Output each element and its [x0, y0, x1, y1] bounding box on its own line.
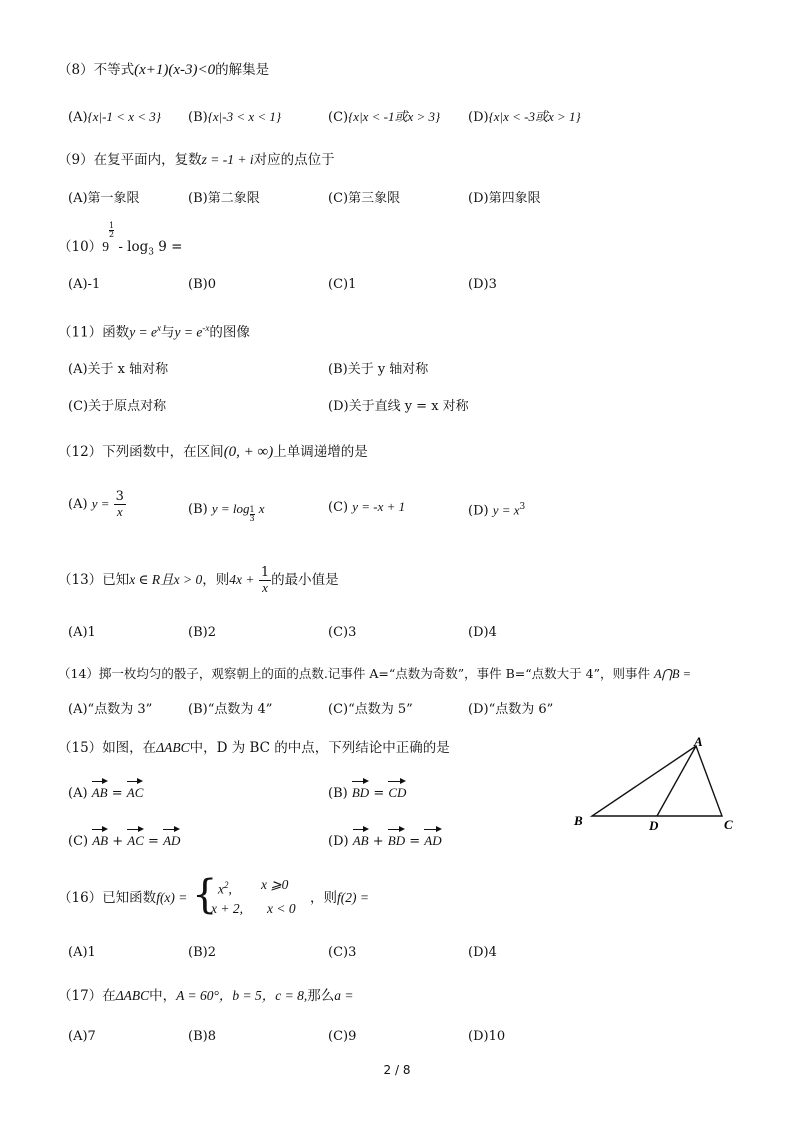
q9-option-a[interactable]: (A)第一象限	[68, 191, 140, 206]
fraction: $\frac{3}{x}$	[115, 489, 124, 519]
log-base-fraction: $\frac{1}{3}$	[249, 505, 255, 523]
q12-option-c[interactable]: (C) y = -x + 1	[328, 499, 406, 515]
q13-option-b[interactable]: (B)2	[188, 625, 216, 640]
label-a: A	[694, 734, 703, 749]
q17-option-b[interactable]: (B)8	[188, 1029, 216, 1044]
q13-option-a[interactable]: (A)1	[68, 625, 96, 640]
q9-option-d[interactable]: (D)第四象限	[468, 191, 541, 206]
question-15-stem: （15）如图，在ΔABC中，D 为 BC 的中点，下列结论中正确的是	[58, 740, 450, 756]
q12-option-a[interactable]: (A) y = $\frac{3}{x}$	[68, 489, 124, 519]
q17-option-a[interactable]: (A)7	[68, 1029, 96, 1044]
q16-option-a[interactable]: (A)1	[68, 945, 96, 960]
q15-option-c[interactable]: (C) AB + AC = AD	[68, 833, 181, 849]
label-c: C	[724, 817, 733, 832]
q14-option-b[interactable]: (B)“点数为 4”	[188, 702, 273, 717]
q10-option-a[interactable]: (A)-1	[68, 277, 101, 292]
question-11-stem: （11）函数$y = e^x$与$y = e^{-x}$的图像	[58, 323, 250, 341]
q11-option-d[interactable]: (D)关于直线 y = x 对称	[328, 399, 469, 414]
fraction: $\frac{1}{x}$	[260, 565, 270, 595]
q11-option-a[interactable]: (A)关于 x 轴对称	[68, 362, 169, 377]
q13-option-c[interactable]: (C)3	[328, 625, 357, 640]
q10-option-b[interactable]: (B)0	[188, 277, 216, 292]
question-10-stem: （10）9 $\frac{1}{2}$ - $\log_3 9$ =	[58, 221, 183, 258]
q14-option-d[interactable]: (D)“点数为 6”	[468, 702, 554, 717]
triangle-abc	[592, 746, 722, 816]
stem-text: 不等式	[93, 62, 135, 78]
brace: {	[192, 872, 218, 918]
q17-option-d[interactable]: (D)10	[468, 1029, 506, 1044]
stem-tail: 的解集是	[215, 62, 270, 78]
page-number: 2 / 8	[383, 1063, 411, 1077]
q9-option-b[interactable]: (B)第二象限	[188, 191, 260, 206]
q14-option-c[interactable]: (C)“点数为 5”	[328, 702, 413, 717]
question-12-stem: （12）下列函数中，在区间(0, + ∞)上单调递增的是	[58, 444, 368, 460]
q14-option-a[interactable]: (A)“点数为 3”	[68, 702, 153, 717]
stem-expr: (x+1)(x-3)<0	[134, 62, 216, 78]
q8-option-a[interactable]: (A){x|-1 < x < 3}	[68, 109, 161, 125]
q16-option-d[interactable]: (D)4	[468, 945, 497, 960]
label-d: D	[649, 818, 659, 833]
exponent-fraction: $\frac{1}{2}$	[108, 221, 115, 239]
question-8-stem	[58, 61, 269, 79]
q15-option-a[interactable]: (A) AB = AC	[68, 785, 144, 801]
question-17-stem: （17）在ΔABC中，A = 60°，b = 5，c = 8,那么a =	[58, 988, 354, 1004]
q16-option-c[interactable]: (C)3	[328, 945, 357, 960]
q9-option-c[interactable]: (C)第三象限	[328, 191, 401, 206]
question-13-stem: （13）已知x ∈ R且x > 0，则4x + $\frac{1}{x}$ 的最小值是	[58, 565, 339, 595]
q11-option-b[interactable]: (B)关于 y 轴对称	[328, 362, 429, 377]
q12-option-d[interactable]: (D) $y = x^3$	[468, 502, 526, 519]
q10-option-d[interactable]: (D)3	[468, 277, 497, 292]
q8-option-d[interactable]: (D){x|x < -3或x > 1}	[468, 109, 581, 125]
q15-option-b[interactable]: (B) BD = CD	[328, 785, 407, 801]
q13-option-d[interactable]: (D)4	[468, 625, 497, 640]
q11-option-c[interactable]: (C)关于原点对称	[68, 399, 167, 414]
q8-option-c[interactable]: (C){x|x < -1或x > 3}	[328, 109, 441, 125]
triangle-figure	[566, 732, 746, 836]
q10-option-c[interactable]: (C)1	[328, 277, 357, 292]
question-9-stem: （9）在复平面内，复数z = -1 + i对应的点位于	[58, 152, 335, 168]
label-b: B	[574, 813, 583, 828]
q12-option-b[interactable]: (B) y = log $\frac{1}{3}$ x	[188, 501, 265, 523]
q16-option-b[interactable]: (B)2	[188, 945, 216, 960]
q15-option-d[interactable]: (D) AB + BD = AD	[328, 833, 442, 849]
median-ad	[657, 746, 696, 816]
q17-option-c[interactable]: (C)9	[328, 1029, 357, 1044]
question-number: （8）	[58, 62, 94, 78]
question-14-stem: （14）掷一枚均匀的骰子，观察朝上的面的点数.记事件 A=“点数为奇数”，事件 B=“点数大于 4”，则事件 A⋂B =	[58, 666, 692, 681]
q8-option-b[interactable]: (B){x|-3 < x < 1}	[188, 109, 282, 125]
